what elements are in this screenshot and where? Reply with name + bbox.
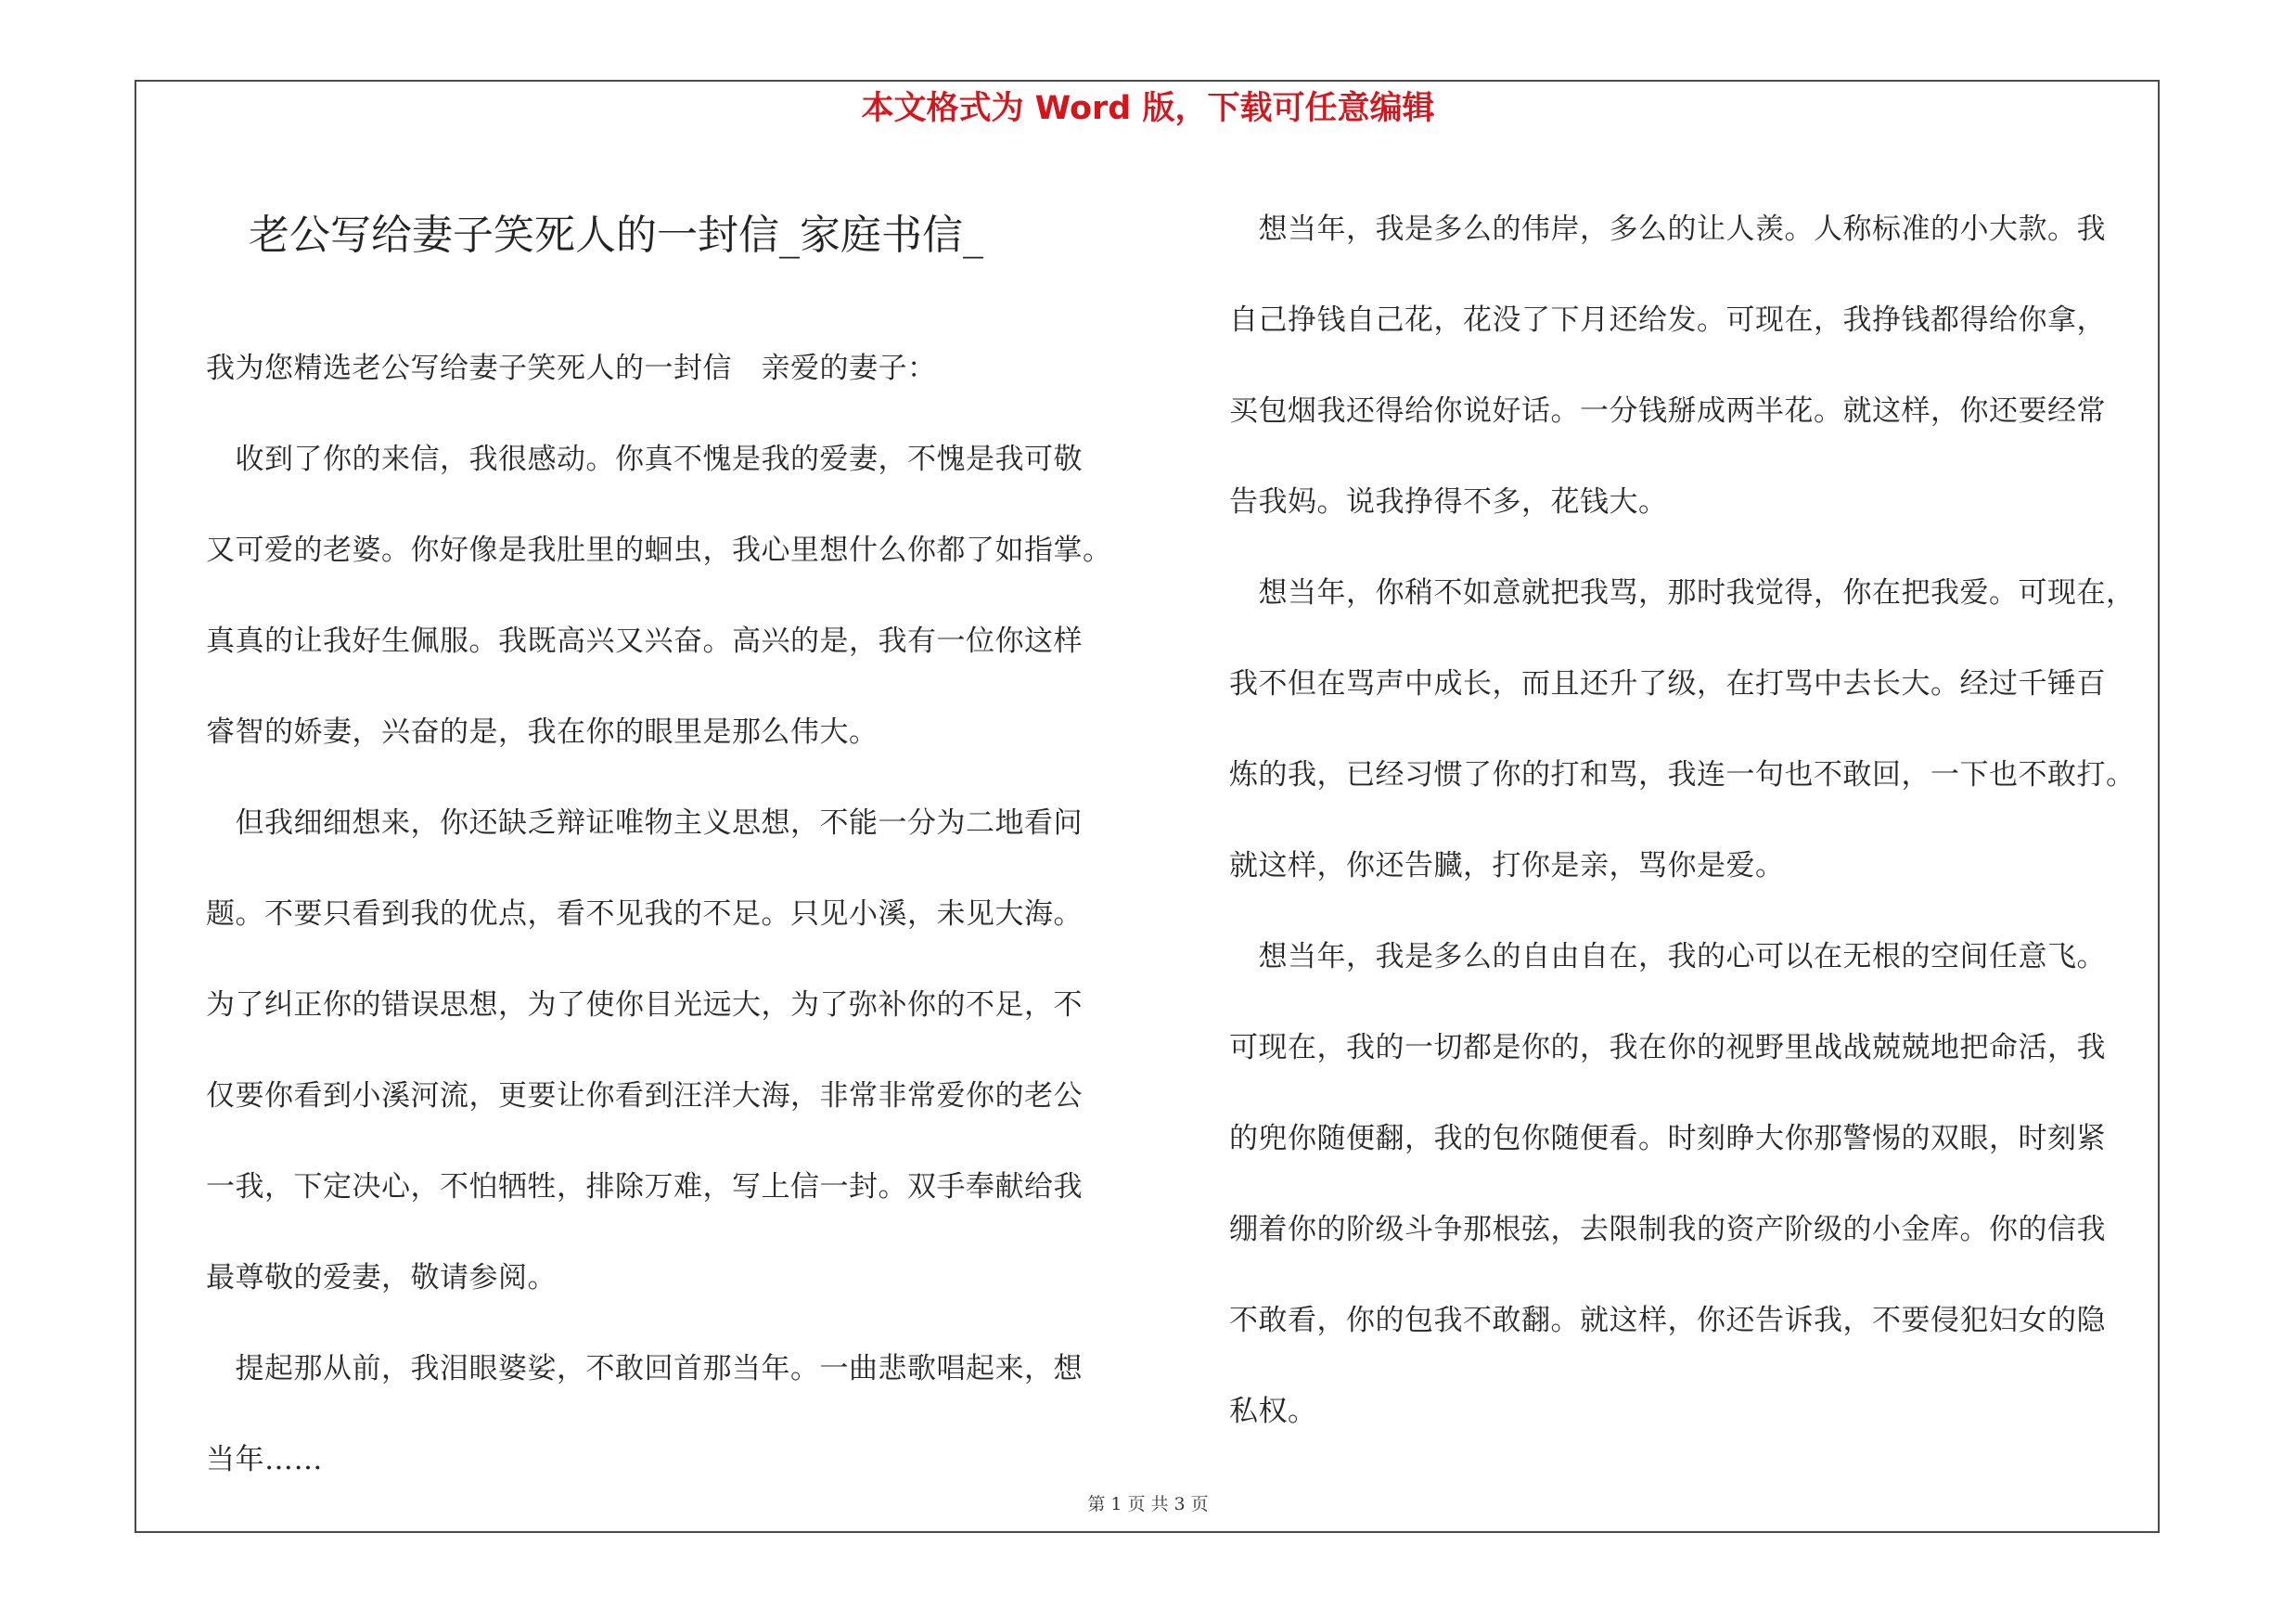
text-line: 的兜你随便翻，我的包你随便看。时刻睁大你那警惕的双眼，时刻紧 [1229, 1122, 2106, 1155]
page-footer: 第 1 页 共 3 页 [1087, 1494, 1209, 1514]
text-line: 为了纠正你的错误思想，为了使你目光远大，为了弥补你的不足，不 [206, 988, 1083, 1022]
text-line: 想当年，你稍不如意就把我骂，那时我觉得，你在把我爱。可现在， [1229, 576, 2136, 610]
paragraph [1229, 547, 2148, 911]
text-line: 收到了你的来信，我很感动。你真不愧是我的爱妻，不愧是我可敬 [206, 443, 1083, 476]
paragraph [206, 778, 1134, 1323]
text-line: 私权。 [1229, 1395, 1317, 1428]
text-line: 想当年，我是多么的伟岸，多么的让人羡。人称标准的小大款。我 [1229, 213, 2106, 246]
text-line: 最尊敬的爱妻，敬请参阅。 [206, 1261, 557, 1295]
text-line: 就这样，你还告臓，打你是亲，骂你是爱。 [1229, 849, 1785, 882]
text-line: 可现在，我的一切都是你的，我在你的视野里战战兢兢地把命活，我 [1229, 1031, 2106, 1064]
paragraph [1229, 911, 2148, 1457]
text-line: 不敢看，你的包我不敢翻。就这样，你还告诉我，不要侵犯妇女的隐 [1229, 1304, 2106, 1337]
text-line: 睿智的娇妻，兴奋的是，我在你的眼里是那么伟大。 [206, 715, 879, 749]
format-banner: 本文格式为 Word 版，下载可任意编辑 [861, 90, 1435, 127]
paragraph [206, 1323, 1134, 1505]
text-line: 当年…… [206, 1443, 323, 1476]
text-line: 我为您精选老公写给妻子笑死人的一封信 亲爱的妻子： [206, 352, 937, 385]
text-line: 告我妈。说我挣得不多，花钱大。 [1229, 485, 1668, 519]
text-line: 提起那从前，我泪眼婆娑，不敢回首那当年。一曲悲歌唱起来，想 [206, 1352, 1083, 1385]
paragraph [206, 323, 1134, 414]
text-line: 又可爱的老婆。你好像是我肚里的蛔虫，我心里想什么你都了如指掌。 [206, 534, 1112, 567]
right-column [1229, 184, 2148, 1457]
text-line: 题。不要只看到我的优点，看不见我的不足。只见小溪，未见大海。 [206, 897, 1083, 931]
text-line: 绷着你的阶级斗争那根弦，去限制我的资产阶级的小金库。你的信我 [1229, 1213, 2106, 1246]
document-title: 老公写给妻子笑死人的一封信_家庭书信_ [249, 212, 983, 259]
left-column [206, 323, 1134, 1505]
text-line: 买包烟我还得给你说好话。一分钱掰成两半花。就这样，你还要经常 [1229, 394, 2106, 428]
text-line: 想当年，我是多么的自由自在，我的心可以在无根的空间任意飞。 [1229, 940, 2106, 973]
text-line: 我不但在骂声中成长，而且还升了级，在打骂中去长大。经过千锤百 [1229, 667, 2106, 701]
text-line: 但我细细想来，你还缺乏辩证唯物主义思想，不能一分为二地看问 [206, 806, 1083, 840]
text-line: 真真的让我好生佩服。我既高兴又兴奋。高兴的是，我有一位你这样 [206, 625, 1083, 658]
text-line: 仅要你看到小溪河流，更要让你看到汪洋大海，非常非常爱你的老公 [206, 1079, 1083, 1113]
text-line: 炼的我，已经习惯了你的打和骂，我连一句也不敢回，一下也不敢打。 [1229, 758, 2136, 792]
text-line: 一我，下定决心，不怕牺牲，排除万难，写上信一封。双手奉献给我 [206, 1170, 1083, 1204]
paragraph [206, 414, 1134, 778]
text-line: 自己挣钱自己花，花没了下月还给发。可现在，我挣钱都得给你拿， [1229, 303, 2106, 337]
paragraph [1229, 184, 2148, 547]
